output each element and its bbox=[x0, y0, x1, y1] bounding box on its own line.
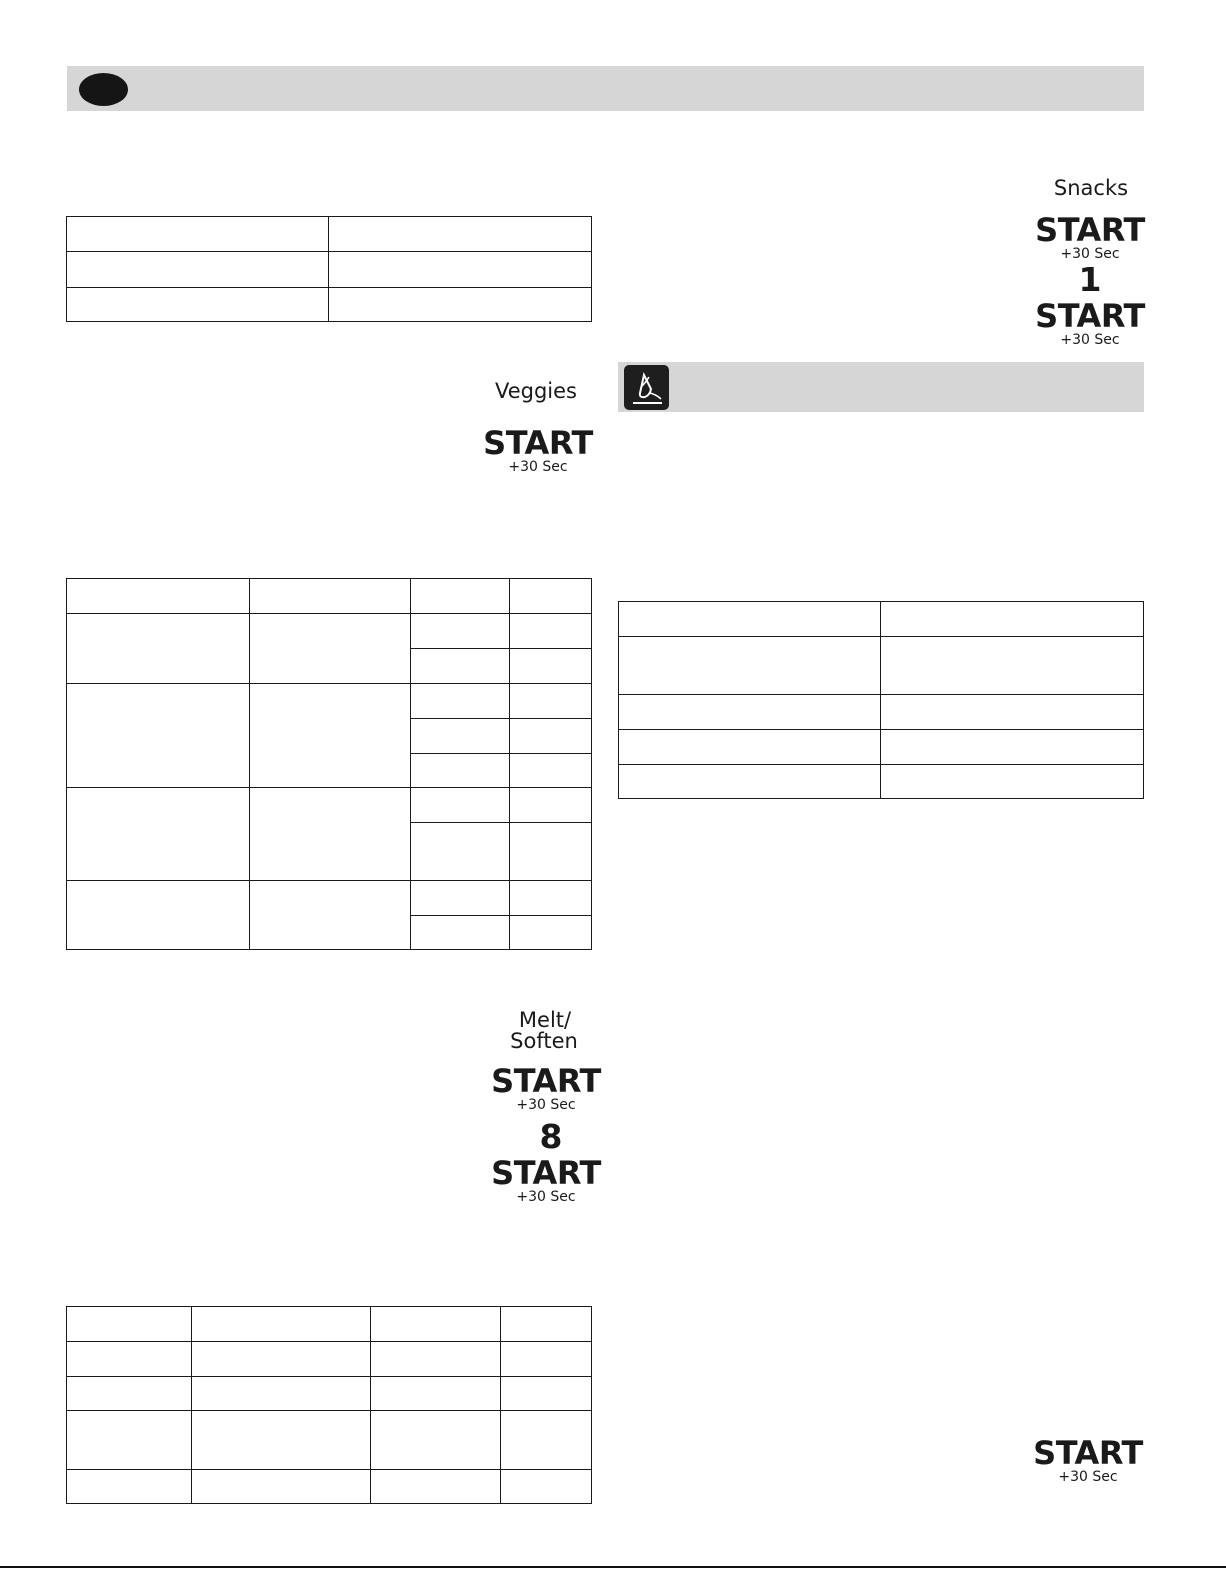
right-section-header-bar bbox=[618, 362, 1144, 412]
number-key-1[interactable]: 1 bbox=[1078, 260, 1102, 299]
language-dot-icon bbox=[79, 73, 128, 106]
table-cell bbox=[501, 1307, 592, 1342]
table-cell bbox=[192, 1342, 371, 1377]
table-cell bbox=[411, 684, 510, 719]
table-top-left bbox=[66, 216, 592, 322]
table-cell bbox=[250, 684, 411, 788]
table-cell bbox=[67, 881, 250, 950]
table-cell bbox=[411, 614, 510, 649]
start-button[interactable]: START bbox=[491, 1062, 601, 1100]
start-button-subtext: +30 Sec bbox=[1060, 246, 1120, 262]
table-cell bbox=[67, 579, 250, 614]
table-cell bbox=[192, 1411, 371, 1470]
top-section-header-bar bbox=[67, 66, 1144, 111]
table-cell bbox=[881, 602, 1144, 637]
table-cell bbox=[67, 1470, 192, 1504]
table-cell bbox=[371, 1377, 501, 1411]
table-cell bbox=[67, 252, 329, 288]
table-cell bbox=[67, 1307, 192, 1342]
table-cell bbox=[619, 637, 881, 695]
table-cell bbox=[67, 1342, 192, 1377]
table-cell bbox=[510, 788, 592, 823]
table-cell bbox=[250, 579, 411, 614]
table-right bbox=[618, 601, 1144, 799]
start-button[interactable]: START bbox=[483, 424, 593, 462]
table-cell bbox=[510, 881, 592, 916]
table-cell bbox=[510, 579, 592, 614]
table-cell bbox=[619, 765, 881, 799]
number-key-8[interactable]: 8 bbox=[539, 1117, 563, 1156]
start-button[interactable]: START bbox=[1035, 297, 1145, 335]
table-cell bbox=[192, 1377, 371, 1411]
table-cell bbox=[881, 695, 1144, 730]
table-cell bbox=[67, 1377, 192, 1411]
start-button[interactable]: START bbox=[491, 1154, 601, 1192]
table-cell bbox=[250, 881, 411, 950]
table-cell bbox=[250, 614, 411, 684]
table-cell bbox=[411, 916, 510, 950]
table-cell bbox=[411, 754, 510, 788]
table-cell bbox=[510, 719, 592, 754]
table-cell bbox=[329, 252, 592, 288]
snacks-button[interactable]: Snacks bbox=[1053, 176, 1129, 200]
table-cell bbox=[67, 788, 250, 881]
table-cell bbox=[411, 881, 510, 916]
start-button-subtext: +30 Sec bbox=[1058, 1469, 1118, 1485]
table-cell bbox=[619, 602, 881, 637]
table-cell bbox=[501, 1377, 592, 1411]
table-cell bbox=[411, 719, 510, 754]
start-button-subtext: +30 Sec bbox=[508, 459, 568, 475]
table-cell bbox=[67, 684, 250, 788]
table-cell bbox=[371, 1342, 501, 1377]
melt-soften-button-line2[interactable]: Soften bbox=[510, 1029, 578, 1053]
start-button[interactable]: START bbox=[1033, 1434, 1143, 1472]
table-cell bbox=[67, 217, 329, 252]
footer-rule bbox=[0, 1566, 1226, 1568]
start-button[interactable]: START bbox=[1035, 211, 1145, 249]
table-cell bbox=[67, 614, 250, 684]
start-button-subtext: +30 Sec bbox=[516, 1189, 576, 1205]
table-cell bbox=[371, 1470, 501, 1504]
table-cell bbox=[371, 1307, 501, 1342]
table-cell bbox=[881, 730, 1144, 765]
melt-soften-button-line1[interactable]: Melt/ bbox=[518, 1008, 572, 1032]
snacks-button-group bbox=[1030, 178, 1150, 347]
veggies-button-group bbox=[478, 381, 598, 474]
table-cell bbox=[192, 1307, 371, 1342]
table-cell bbox=[329, 217, 592, 252]
table-cell bbox=[411, 649, 510, 684]
table-middle-left bbox=[66, 578, 592, 950]
table-cell bbox=[619, 695, 881, 730]
bottom-start-button-group bbox=[1028, 1436, 1148, 1484]
cooking-utensil-icon bbox=[624, 365, 669, 410]
table-cell bbox=[510, 614, 592, 649]
table-cell bbox=[67, 1411, 192, 1470]
table-cell bbox=[510, 754, 592, 788]
table-cell bbox=[192, 1470, 371, 1504]
melt-soften-button-group bbox=[486, 1010, 606, 1204]
table-bottom-left bbox=[66, 1306, 592, 1504]
table-cell bbox=[881, 637, 1144, 695]
table-cell bbox=[510, 823, 592, 881]
table-cell bbox=[619, 730, 881, 765]
table-cell bbox=[411, 823, 510, 881]
table-cell bbox=[510, 916, 592, 950]
table-cell bbox=[881, 765, 1144, 799]
veggies-button[interactable]: Veggies bbox=[494, 379, 577, 403]
table-cell bbox=[371, 1411, 501, 1470]
table-cell bbox=[501, 1470, 592, 1504]
table-cell bbox=[411, 788, 510, 823]
table-cell bbox=[501, 1342, 592, 1377]
table-cell bbox=[67, 288, 329, 322]
table-cell bbox=[250, 788, 411, 881]
table-cell bbox=[510, 649, 592, 684]
table-cell bbox=[510, 684, 592, 719]
start-button-subtext: +30 Sec bbox=[1060, 332, 1120, 348]
table-cell bbox=[501, 1411, 592, 1470]
table-cell bbox=[329, 288, 592, 322]
table-cell bbox=[411, 579, 510, 614]
start-button-subtext: +30 Sec bbox=[516, 1097, 576, 1113]
